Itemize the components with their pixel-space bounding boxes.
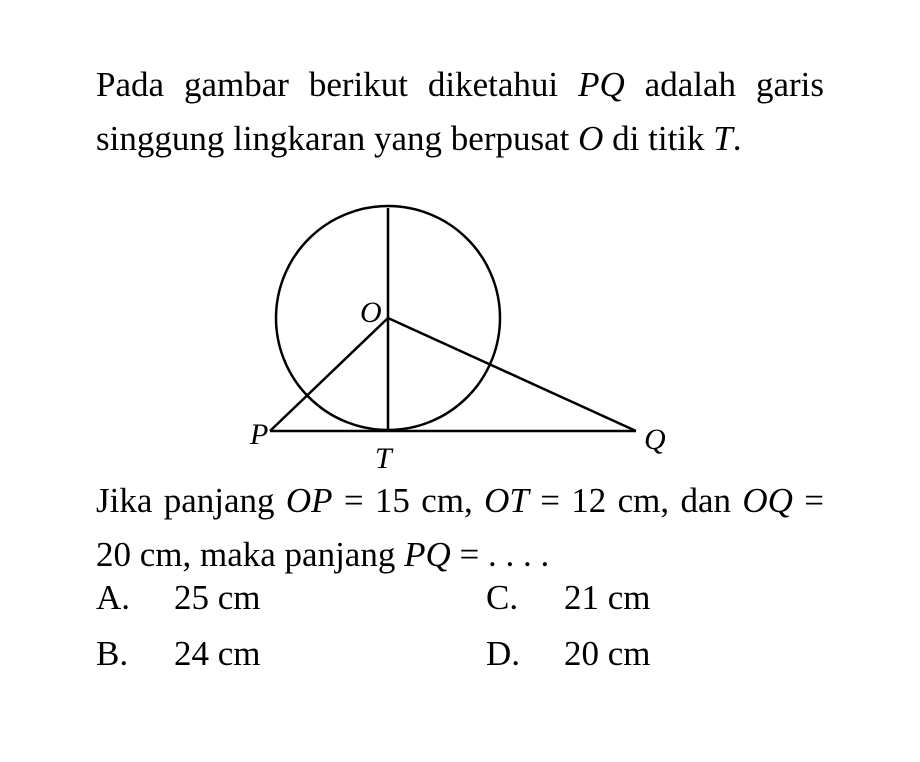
option-b-text: 24 cm	[174, 634, 261, 673]
intro-var-o: O	[578, 119, 604, 158]
given-text-3: = 12 cm, dan	[528, 481, 743, 520]
option-d-letter: D.	[486, 634, 521, 673]
given-var-op: OP	[285, 481, 333, 520]
option-a[interactable]	[96, 578, 261, 618]
intro-text-1: Pada gambar berikut diketahui	[96, 65, 579, 104]
label-q: Q	[644, 423, 666, 456]
given-text-1: Jika panjang	[96, 481, 286, 520]
intro-text-3: di titik	[603, 119, 714, 158]
intro-text-2: adalah garis singgung lingkaran yang berpusat	[96, 65, 824, 158]
question-given	[96, 474, 824, 582]
intro-var-t: T	[713, 119, 733, 158]
option-a-text: 25 cm	[174, 578, 261, 617]
intro-var-pq: PQ	[578, 65, 625, 104]
given-var-pq: PQ	[404, 535, 451, 574]
given-text-2: = 15 cm,	[332, 481, 485, 520]
option-d[interactable]	[486, 634, 651, 674]
option-a-letter: A.	[96, 578, 131, 617]
option-c[interactable]	[486, 578, 651, 618]
option-d-text: 20 cm	[564, 634, 651, 673]
given-text-4: = 20 cm, maka panjang	[96, 481, 824, 574]
option-b-letter: B.	[96, 634, 129, 673]
given-var-ot: OT	[484, 481, 529, 520]
given-text-5: = . . . .	[450, 535, 550, 574]
label-p: P	[250, 418, 269, 451]
option-c-text: 21 cm	[564, 578, 651, 617]
given-var-oq: OQ	[742, 481, 793, 520]
label-t: T	[375, 442, 392, 475]
option-c-letter: C.	[486, 578, 519, 617]
intro-text-4: .	[732, 119, 742, 158]
option-b[interactable]	[96, 634, 261, 674]
segment-oq	[388, 318, 636, 431]
label-o: O	[360, 296, 382, 329]
